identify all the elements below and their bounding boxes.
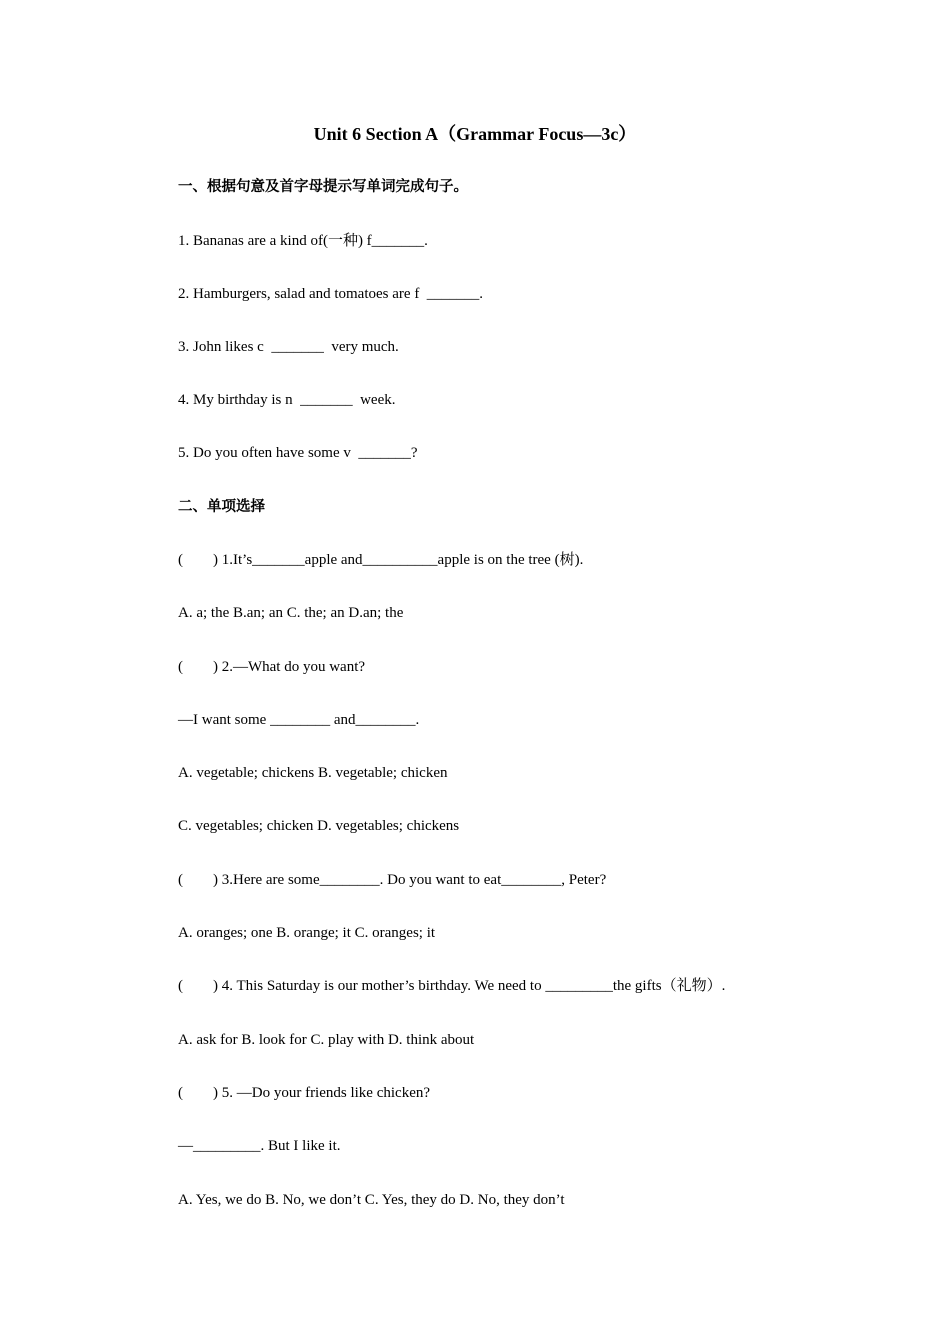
choice-question-5-reply: —_________. But I like it. [178, 1138, 341, 1154]
choice-options-1: A. a; the B.an; an C. the; an D.an; the [178, 605, 404, 621]
choice-question-2-reply: —I want some ________ and________. [178, 712, 420, 728]
choice-question-5: ( ) 5. —Do your friends like chicken? [178, 1085, 431, 1101]
choice-options-3: A. oranges; one B. orange; it C. oranges; it [178, 925, 436, 941]
choice-options-4: A. ask for B. look for C. play with D. think about [178, 1032, 475, 1048]
choice-question-3: ( ) 3.Here are some________. Do you want to eat________, Peter? [178, 872, 607, 888]
section-heading-multiple-choice: 二、单项选择 [178, 499, 265, 515]
section-heading-fill-in: 一、根据句意及首字母提示写单词完成句子。 [178, 179, 468, 195]
fill-in-question-5: 5. Do you often have some v _______? [178, 445, 418, 461]
fill-in-question-2: 2. Hamburgers, salad and tomatoes are f _______. [178, 286, 484, 302]
fill-in-question-4: 4. My birthday is n _______ week. [178, 392, 396, 408]
fill-in-question-3: 3. John likes c _______ very much. [178, 339, 399, 355]
choice-options-2b: C. vegetables; chicken D. vegetables; chickens [178, 818, 460, 834]
choice-options-2a: A. vegetable; chickens B. vegetable; chicken [178, 765, 448, 781]
fill-in-question-1: 1. Bananas are a kind of(一种) f_______. [178, 233, 428, 249]
choice-question-2: ( ) 2.—What do you want? [178, 659, 366, 675]
page-title: Unit 6 Section A（Grammar Focus—3c） [313, 124, 637, 144]
choice-question-1: ( ) 1.It’s_______apple and__________apple is on the tree (树). [178, 552, 584, 568]
choice-question-4: ( ) 4. This Saturday is our mother’s birthday. We need to _________the gifts（礼物）. [178, 978, 726, 994]
choice-options-5: A. Yes, we do B. No, we don’t C. Yes, they do D. No, they don’t [178, 1192, 565, 1208]
